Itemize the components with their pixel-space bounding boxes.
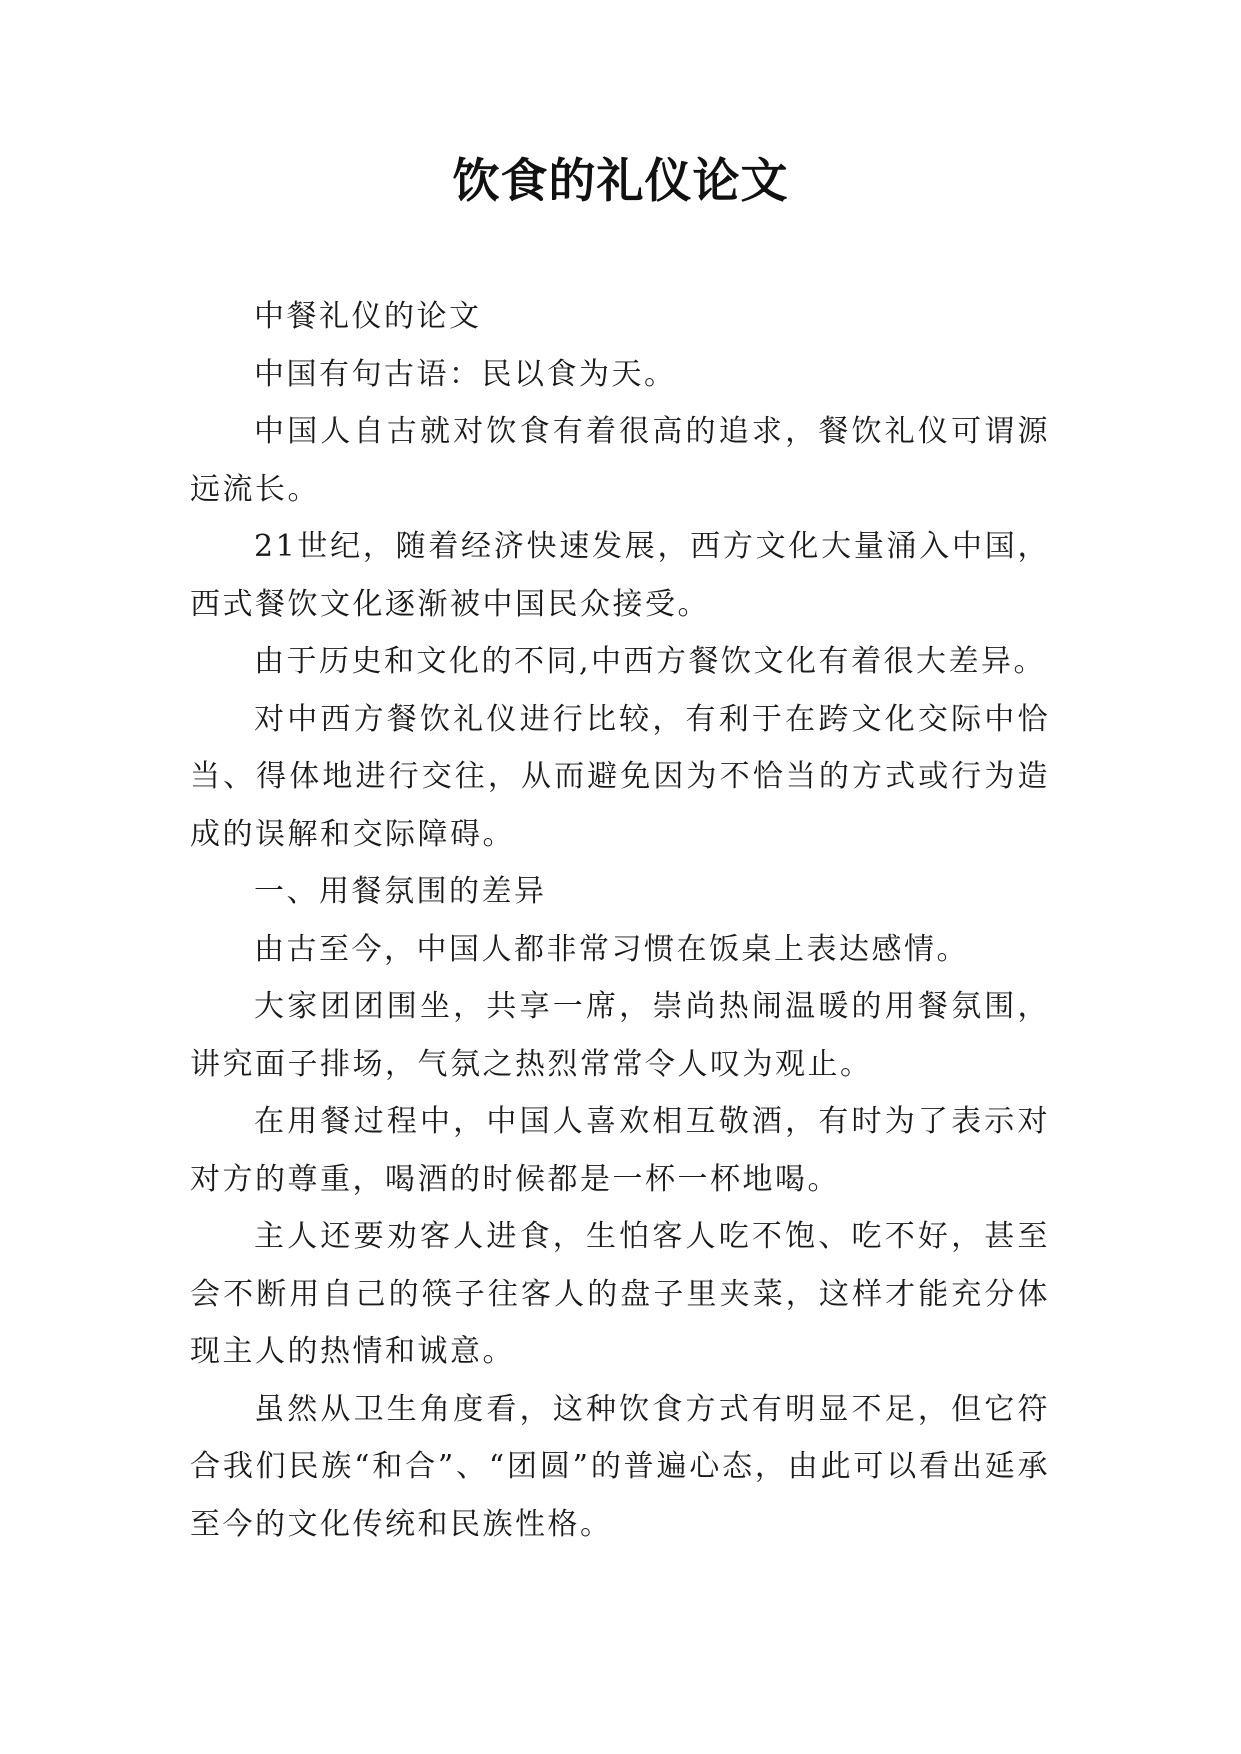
paragraph: 中国人自古就对饮食有着很高的追求，餐饮礼仪可谓源远流长。 [190,414,1050,507]
paragraph: 在用餐过程中，中国人喜欢相互敬酒，有时为了表示对对方的尊重，喝酒的时候都是一杯一杯地喝。 [190,1104,1050,1197]
paragraph: 对中西方餐饮礼仪进行比较，有利于在跨文化交际中恰当、得体地进行交往，从而避免因为不恰当的方式或行为造成的误解和交际障碍。 [190,701,1050,852]
paragraph: 由于历史和文化的不同,中西方餐饮文化有着很大差异。 [254,644,1047,679]
section-heading: 一、用餐氛围的差异 [254,874,547,909]
document-body [190,288,1050,1553]
paragraph: 21世纪，随着经济快速发展，西方文化大量涌入中国，西式餐饮文化逐渐被中国民众接受。 [190,529,1050,622]
paragraph: 主人还要劝客人进食，生怕客人吃不饱、吃不好，甚至会不断用自己的筷子往客人的盘子里夹菜，这样才能充分体现主人的热情和诚意。 [190,1219,1050,1369]
paragraph: 中餐礼仪的论文 [254,299,482,334]
paragraph: 由古至今，中国人都非常习惯在饭桌上表达感情。 [254,931,969,967]
paragraph: 大家团团围坐，共享一席，崇尚热闹温暖的用餐氛围，讲究面子排场，气氛之热烈常常令人叹为观止。 [190,989,1050,1082]
paragraph: 中国有句古语：民以食为天。 [254,356,677,392]
paragraph: 虽然从卫生角度看，这种饮食方式有明显不足，但它符合我们民族“和合”、“团圆”的普遍心态，由此可以看出延承至今的文化传统和民族性格。 [190,1391,1050,1542]
document-title: 饮食的礼仪论文 [452,154,789,209]
